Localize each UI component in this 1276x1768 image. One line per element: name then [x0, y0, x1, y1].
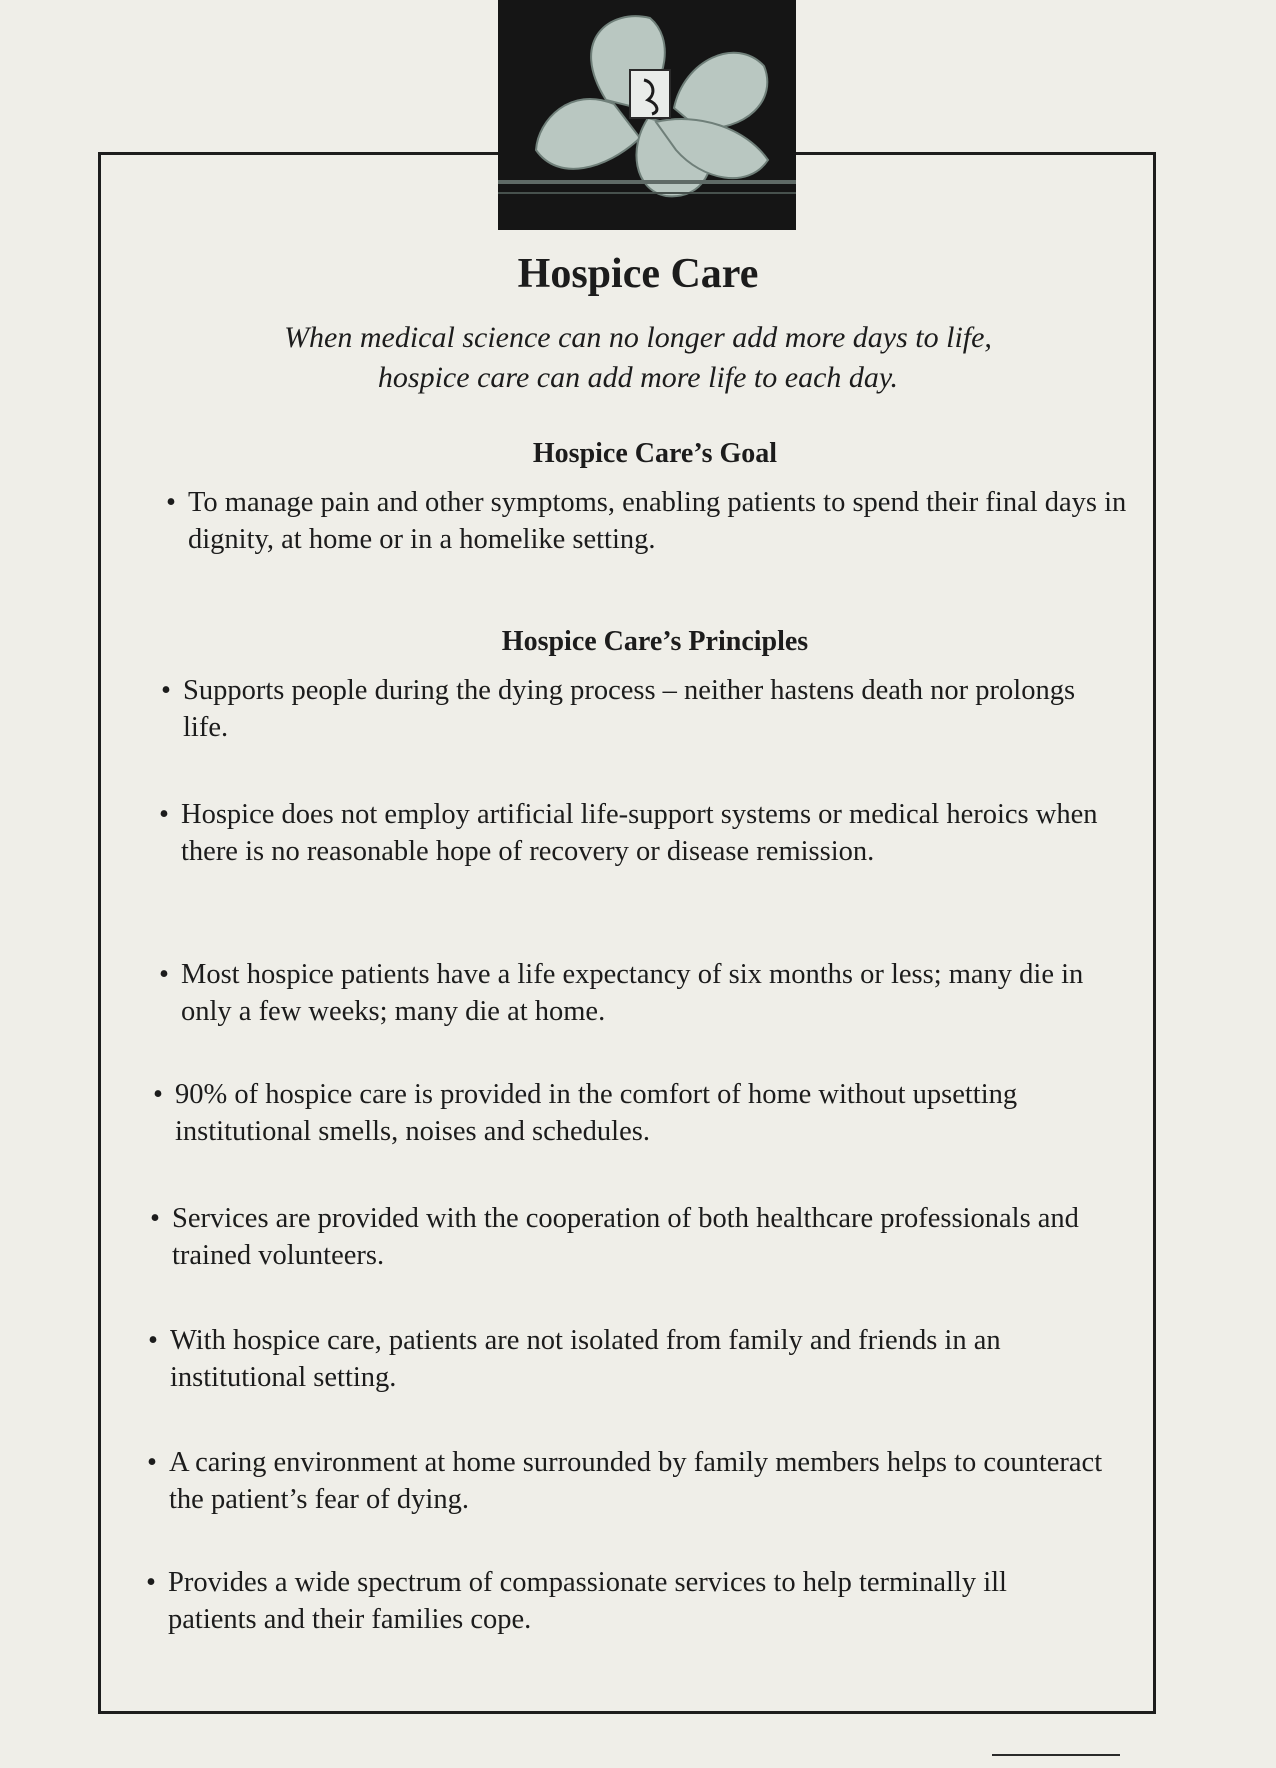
principle-item: • Most hospice patients have a life expectancy of six months or less; many die in only a few weeks; many die at home.	[159, 956, 1096, 1030]
principle-item: • Supports people during the dying process – neither hastens death nor prolongs life.	[161, 672, 1088, 746]
tagline-line-2: hospice care can add more life to each day.	[377, 361, 899, 394]
principle-item: • Provides a wide spectrum of compassionate services to help terminally ill patients and their families cope.	[146, 1564, 1098, 1638]
principles-heading: Hospice Care’s Principles	[501, 626, 809, 657]
page-title: Hospice Care	[517, 251, 759, 297]
principle-item: • With hospice care, patients are not isolated from family and friends in an institutional setting.	[148, 1322, 1075, 1396]
bottom-rule	[992, 1754, 1120, 1756]
principle-item: • Services are provided with the cooperation of both healthcare professionals and trained volunteers.	[150, 1200, 1112, 1274]
goal-item: • To manage pain and other symptoms, enabling patients to spend their final days in dignity, at home or in a homelike setting.	[166, 484, 1138, 558]
goal-heading: Hospice Care’s Goal	[532, 438, 778, 469]
tagline-line-1: When medical science can no longer add more days to life,	[284, 321, 992, 354]
principle-item: • Hospice does not employ artificial life-support systems or medical heroics when there is no reasonable hope of recovery or disease remission.	[159, 796, 1106, 870]
principle-item: • A caring environment at home surrounded by family members helps to counteract the patient’s fear of dying.	[147, 1444, 1109, 1518]
tagline	[0, 318, 1276, 398]
leaf-flower-logo-icon	[498, 0, 796, 230]
principle-item: • 90% of hospice care is provided in the comfort of home without upsetting institutional smells, noises and schedules.	[153, 1076, 1095, 1150]
